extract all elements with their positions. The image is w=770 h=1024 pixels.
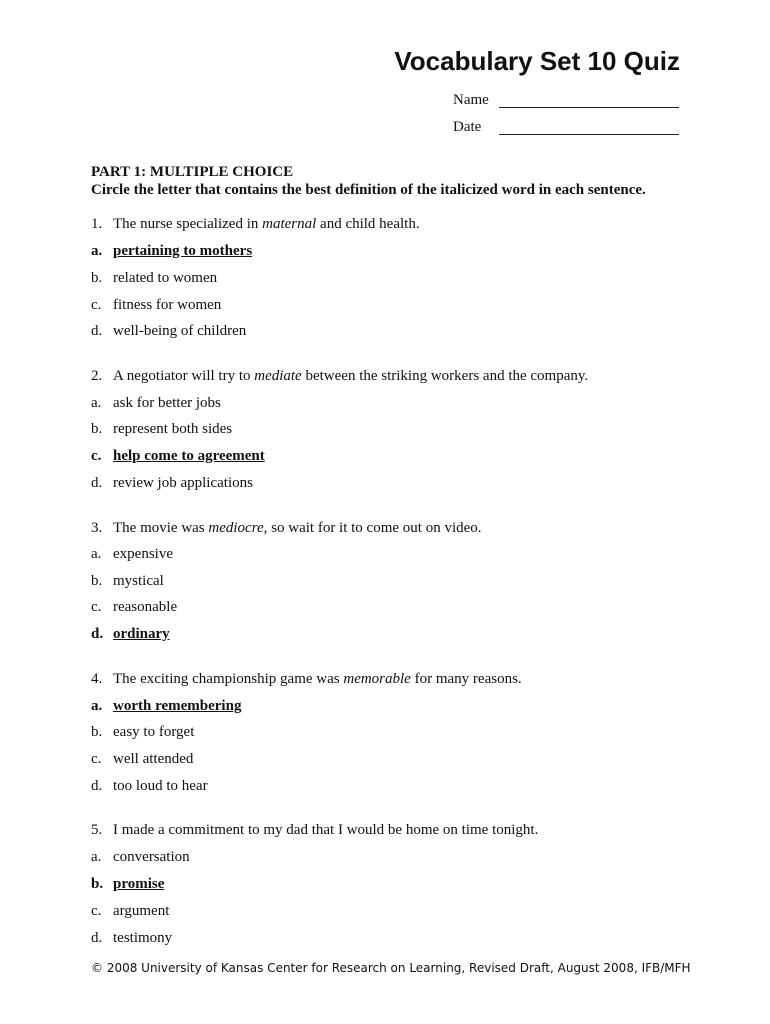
- choice-text: testimony: [113, 930, 173, 946]
- choice-text: expensive: [113, 546, 173, 562]
- choice-letter: b.: [91, 270, 103, 286]
- question-number: 4.: [91, 671, 103, 687]
- choice-1b[interactable]: [91, 270, 217, 287]
- quiz-title: Vocabulary Set 10 Quiz: [394, 46, 680, 76]
- choice-4a[interactable]: [91, 698, 241, 715]
- choice-1d[interactable]: [91, 323, 246, 340]
- choice-letter: b.: [91, 573, 103, 589]
- choice-letter: a.: [91, 698, 103, 714]
- question-text-after: and child health.: [316, 216, 420, 232]
- question-text-before: The movie was: [113, 520, 209, 536]
- question-text-before: The exciting championship game was: [113, 671, 344, 687]
- choice-text: well attended: [113, 751, 194, 767]
- choice-3b[interactable]: [91, 573, 164, 590]
- date-line[interactable]: [499, 134, 679, 135]
- choice-letter: b.: [91, 421, 103, 437]
- question-3: [91, 520, 482, 537]
- choice-text: review job applications: [113, 475, 253, 491]
- choice-letter: c.: [91, 751, 102, 767]
- choice-letter: a.: [91, 395, 102, 411]
- choice-text: promise: [113, 876, 165, 892]
- choice-5c[interactable]: [91, 903, 169, 920]
- date-field[interactable]: [453, 119, 481, 136]
- choice-text: too loud to hear: [113, 778, 208, 794]
- choice-letter: a.: [91, 243, 103, 259]
- choice-letter: a.: [91, 546, 102, 562]
- choice-text: represent both sides: [113, 421, 233, 437]
- question-text-after: between the striking workers and the company.: [301, 368, 589, 384]
- choice-letter: d.: [91, 778, 103, 794]
- choice-letter: c.: [91, 599, 102, 615]
- choice-text: fitness for women: [113, 297, 222, 313]
- choice-2b[interactable]: [91, 421, 232, 438]
- choice-text: argument: [113, 903, 170, 919]
- question-5: [91, 822, 538, 839]
- name-field[interactable]: [453, 92, 489, 109]
- choice-3a[interactable]: [91, 546, 173, 563]
- choice-letter: c.: [91, 903, 102, 919]
- question-text-before: I made a commitment to my dad that I would be home on time tonight.: [113, 822, 539, 838]
- question-number: 5.: [91, 822, 103, 838]
- question-text-after: for many reasons.: [410, 671, 522, 687]
- choice-2a[interactable]: [91, 395, 221, 412]
- choice-2d[interactable]: [91, 475, 253, 492]
- choice-1a[interactable]: [91, 243, 252, 260]
- name-label: Name: [453, 92, 489, 108]
- question-number: 3.: [91, 520, 103, 536]
- question-2: [91, 368, 588, 385]
- copyright-footer: © 2008 University of Kansas Center for Research on Learning, Revised Draft, August 2008, IFB/MFH: [91, 961, 691, 975]
- part-instructions: Circle the letter that contains the best definition of the italicized word in each sentence.: [91, 182, 646, 198]
- choice-5b[interactable]: [91, 876, 164, 893]
- name-line[interactable]: [499, 107, 679, 108]
- choice-text: conversation: [113, 849, 190, 865]
- choice-letter: d.: [91, 930, 103, 946]
- part-heading: PART 1: MULTIPLE CHOICE: [91, 164, 294, 180]
- choice-text: help come to agreement: [113, 448, 265, 464]
- choice-letter: a.: [91, 849, 102, 865]
- choice-text: easy to forget: [113, 724, 195, 740]
- choice-3c[interactable]: [91, 599, 177, 616]
- choice-4b[interactable]: [91, 724, 194, 741]
- choice-text: ordinary: [113, 626, 170, 642]
- choice-text: pertaining to mothers: [113, 243, 253, 259]
- choice-4c[interactable]: [91, 751, 193, 768]
- italic-word: mediocre: [208, 520, 264, 536]
- italic-word: mediate: [254, 368, 302, 384]
- choice-letter: b.: [91, 876, 104, 892]
- choice-text: worth remembering: [113, 698, 242, 714]
- question-1: [91, 216, 420, 233]
- choice-text: mystical: [113, 573, 164, 589]
- choice-letter: d.: [91, 626, 104, 642]
- choice-1c[interactable]: [91, 297, 221, 314]
- choice-4d[interactable]: [91, 778, 208, 795]
- choice-letter: b.: [91, 724, 103, 740]
- question-number: 1.: [91, 216, 103, 232]
- choice-letter: d.: [91, 475, 103, 491]
- choice-3d[interactable]: [91, 626, 170, 643]
- choice-5a[interactable]: [91, 849, 190, 866]
- choice-5d[interactable]: [91, 930, 172, 947]
- choice-2c[interactable]: [91, 448, 265, 465]
- question-text-before: The nurse specialized in: [113, 216, 263, 232]
- choice-text: reasonable: [113, 599, 178, 615]
- italic-word: maternal: [262, 216, 317, 232]
- date-label: Date: [453, 119, 482, 135]
- question-4: [91, 671, 522, 688]
- choice-letter: d.: [91, 323, 103, 339]
- part-header: [91, 163, 646, 199]
- choice-text: ask for better jobs: [113, 395, 221, 411]
- choice-letter: c.: [91, 297, 102, 313]
- choice-letter: c.: [91, 448, 102, 464]
- choice-text: related to women: [113, 270, 218, 286]
- choice-text: well-being of children: [113, 323, 247, 339]
- question-text-before: A negotiator will try to: [113, 368, 255, 384]
- question-text-after: , so wait for it to come out on video.: [263, 520, 482, 536]
- italic-word: memorable: [343, 671, 411, 687]
- question-number: 2.: [91, 368, 103, 384]
